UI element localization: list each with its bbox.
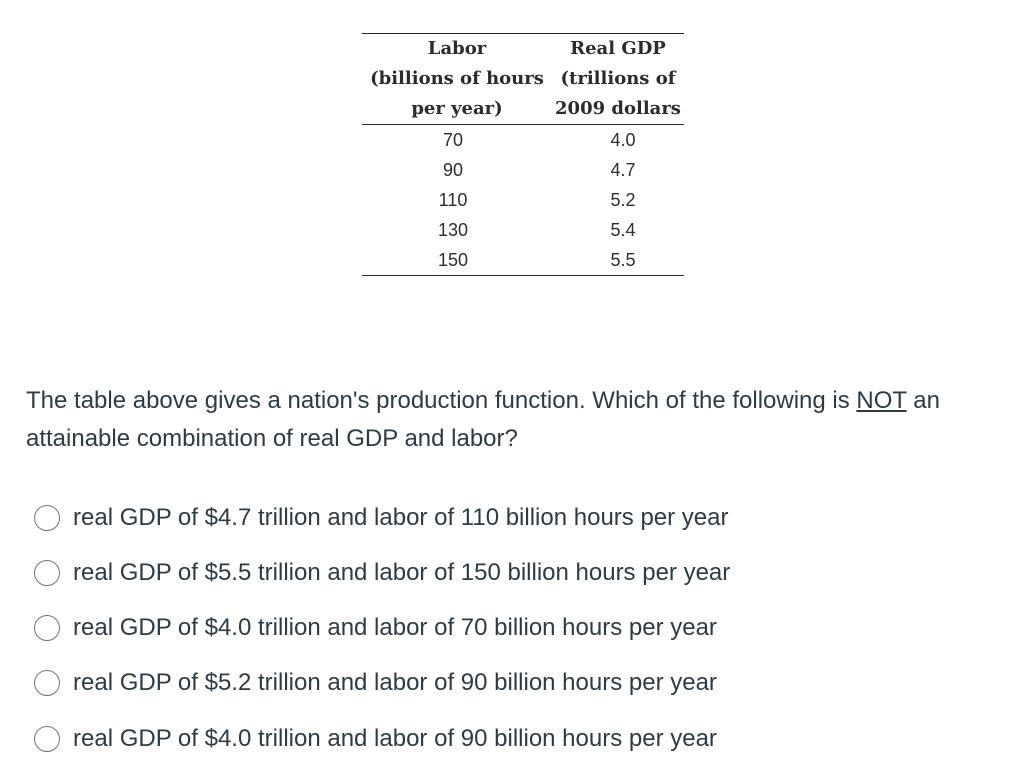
labor-header-line-1: Labor xyxy=(427,38,487,59)
gdp-cell: 5.5 xyxy=(610,250,636,270)
gdp-header-line-1: Real GDP xyxy=(570,38,666,59)
gdp-column-header xyxy=(552,34,684,125)
answer-option[interactable] xyxy=(34,601,934,656)
table-header-row xyxy=(362,34,684,125)
table-row xyxy=(362,245,684,276)
table-row xyxy=(362,155,684,185)
table-body xyxy=(362,125,684,276)
radio-button[interactable] xyxy=(34,615,60,641)
answer-option[interactable] xyxy=(34,545,934,600)
answer-option-label[interactable]: real GDP of $5.5 trillion and labor of 150 billion hours per year xyxy=(73,558,731,586)
radio-button[interactable] xyxy=(34,670,60,696)
production-function-table-wrapper xyxy=(362,33,684,276)
labor-column-header xyxy=(362,34,552,125)
answer-option-label[interactable]: real GDP of $4.0 trillion and labor of 90 billion hours per year xyxy=(73,724,717,752)
table-row xyxy=(362,125,684,156)
table-row xyxy=(362,215,684,245)
gdp-cell: 4.0 xyxy=(610,130,636,150)
radio-button[interactable] xyxy=(34,560,60,586)
radio-button[interactable] xyxy=(34,505,60,531)
answer-options xyxy=(34,490,934,766)
labor-header-line-3: per year) xyxy=(411,98,503,119)
question-text xyxy=(26,382,1016,458)
answer-option-label[interactable]: real GDP of $4.0 trillion and labor of 70 billion hours per year xyxy=(73,614,717,642)
table-row xyxy=(362,185,684,215)
answer-option[interactable] xyxy=(34,711,934,766)
answer-option[interactable] xyxy=(34,656,934,711)
labor-cell: 70 xyxy=(442,130,464,150)
gdp-cell: 4.7 xyxy=(610,160,636,180)
radio-button[interactable] xyxy=(34,726,60,752)
gdp-cell: 5.2 xyxy=(610,190,636,210)
answer-option[interactable] xyxy=(34,490,934,545)
labor-cell: 150 xyxy=(437,250,469,270)
labor-header-line-2: (billions of hours xyxy=(370,68,544,89)
question-emphasis: NOT xyxy=(856,387,907,414)
labor-cell: 90 xyxy=(442,160,464,180)
labor-cell: 110 xyxy=(438,190,468,210)
table-header xyxy=(362,34,684,125)
gdp-header-line-2: (trillions of xyxy=(560,68,676,89)
gdp-header-line-3: 2009 dollars xyxy=(555,98,681,119)
question-text-start: The table above gives a nation's production function. Which of the following is xyxy=(26,387,857,414)
production-function-table xyxy=(362,33,684,276)
question-text-end: an attainable combination of real GDP and labor? xyxy=(26,387,941,452)
gdp-cell: 5.4 xyxy=(610,220,636,240)
answer-option-label[interactable]: real GDP of $5.2 trillion and labor of 90 billion hours per year xyxy=(73,669,717,697)
labor-cell: 130 xyxy=(437,220,469,240)
answer-option-label[interactable]: real GDP of $4.7 trillion and labor of 110 billion hours per year xyxy=(73,503,729,531)
